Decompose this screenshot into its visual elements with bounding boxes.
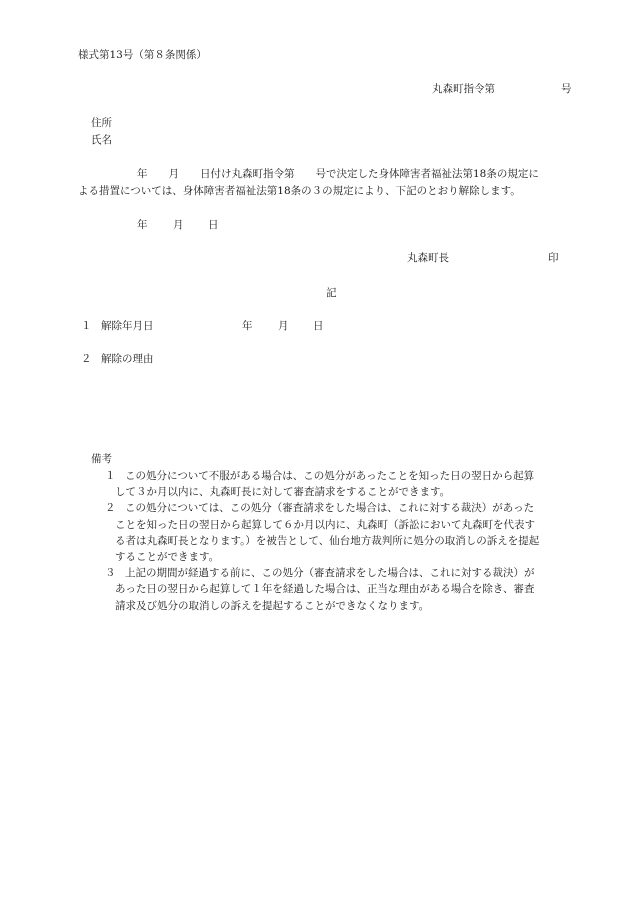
remark-number: １ [105, 470, 116, 482]
reference-number-label: 丸森町指令第 [432, 83, 495, 95]
remark-line: することができます。 [115, 551, 220, 564]
remark-item [98, 500, 582, 565]
body-line: 年 月 日付け丸森町指令第 号で決定した身体障害者福祉法第18条の規定に [137, 168, 539, 180]
remarks-list [98, 468, 582, 614]
remark-line: ことを知った日の翌日から起算して６か月以内に、丸森町（訴訟において丸森町を代表す [115, 518, 535, 531]
form-number: 様式第13号（第８条関係） [78, 49, 207, 61]
remark-number: ３ [105, 567, 116, 580]
remark-line: 上記の期間が経過する前に、この処分（審査請求をした場合は、これに対する裁決）が [125, 567, 535, 580]
issue-date-year: 年 [137, 219, 148, 231]
remark-line: る者は丸森町長となります。）を被告として、仙台地方裁判所に処分の取消しの訴えを提起 [115, 534, 540, 547]
address-label: 住所 [91, 117, 112, 129]
remark-line: この処分については、この処分（審査請求をした場合は、これに対する裁決）があった [125, 502, 535, 515]
release-reason-label: 解除の理由 [101, 353, 154, 365]
body-paragraph [78, 166, 581, 200]
mayor-title: 丸森町長 [407, 252, 449, 264]
remarks-title: 備考 [91, 453, 112, 465]
item-number: １ [81, 320, 92, 332]
remark-line: この処分について不服がある場合は、この処分があったことを知った日の翌日から起算 [125, 470, 535, 482]
release-date-day: 日 [313, 320, 324, 332]
notice-mark: 記 [326, 287, 337, 299]
remark-line: 請求及び処分の取消しの訴えを提起することができなくなります。 [115, 599, 430, 612]
release-date-month: 月 [278, 320, 289, 332]
issue-date-day: 日 [208, 219, 219, 231]
issue-date-month: 月 [173, 219, 184, 231]
remark-item [98, 565, 582, 614]
item-number: ２ [81, 353, 92, 365]
reference-number-suffix: 号 [561, 83, 572, 95]
seal-mark: 印 [548, 252, 559, 264]
remark-line: あった日の翌日から起算して１年を経過した場合は、正当な理由がある場合を除き、審査 [115, 583, 535, 596]
remark-number: ２ [105, 502, 116, 515]
name-label: 氏名 [91, 134, 112, 146]
remark-item [98, 468, 582, 500]
release-date-label: 解除年月日 [101, 320, 154, 332]
release-date-year: 年 [242, 320, 253, 332]
remark-line: して３か月以内に、丸森町長に対して審査請求をすることができます。 [115, 486, 451, 499]
body-line: よる措置については、身体障害者福祉法第18条の３の規定により、下記のとおり解除します。 [78, 185, 521, 197]
